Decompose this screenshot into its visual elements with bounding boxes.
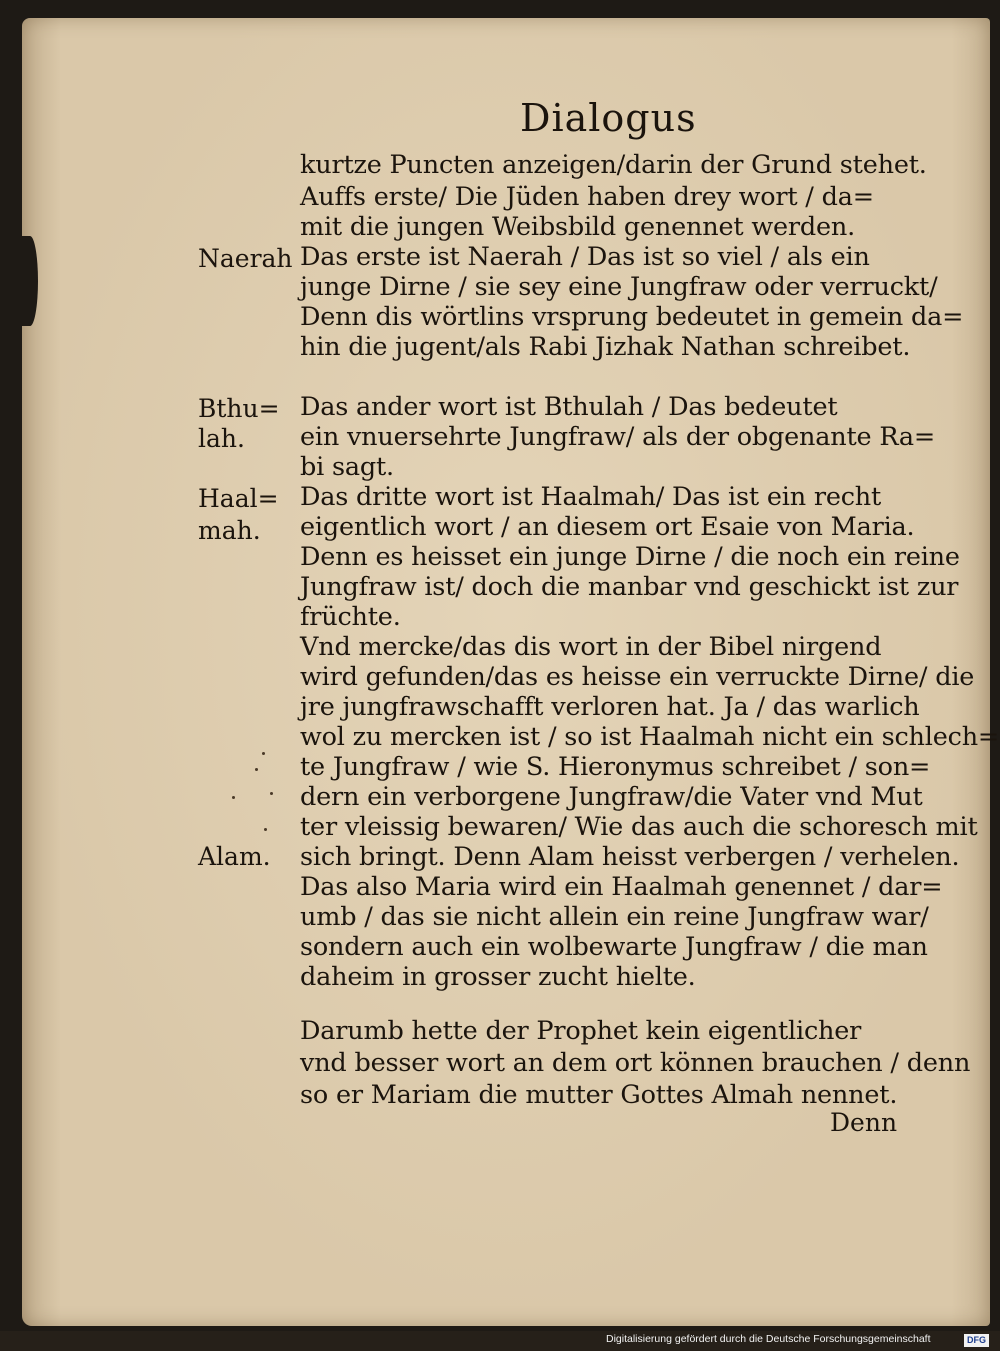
text-line: Das also Maria wird ein Haalmah genennet / dar=	[300, 872, 943, 902]
text-line: junge Dirne / sie sey eine Jungfraw oder verruckt/	[300, 272, 938, 302]
marginal-note: lah.	[198, 424, 245, 453]
text-line: eigentlich wort / an diesem ort Esaie von Maria.	[300, 512, 915, 542]
text-line: sich bringt. Denn Alam heisst verbergen / verhelen.	[300, 842, 960, 872]
text-line: Das ander wort ist Bthulah / Das bedeutet	[300, 392, 838, 422]
text-line: sondern auch ein wolbewarte Jungfraw / die man	[300, 932, 928, 962]
page-edge-notch	[22, 236, 38, 326]
text-line: Darumb hette der Prophet kein eigentlicher	[300, 1016, 862, 1046]
catchword: Denn	[830, 1108, 898, 1137]
text-line: früchte.	[300, 602, 401, 632]
text-line: mit die jungen Weibsbild genennet werden.	[300, 212, 855, 242]
marginal-note: Bthu=	[198, 394, 280, 423]
text-line: wol zu mercken ist / so ist Haalmah nicht ein schlech=	[300, 722, 1000, 752]
marginal-note: mah.	[198, 516, 261, 545]
text-line: dern ein verborgene Jungfraw/die Vater vnd Mut	[300, 782, 923, 812]
text-line: Das erste ist Naerah / Das ist so viel / als ein	[300, 242, 870, 272]
ink-speck	[270, 792, 273, 795]
text-line: bi sagt.	[300, 452, 394, 482]
text-line: kurtze Puncten anzeigen/darin der Grund stehet.	[300, 150, 927, 180]
text-line: Das dritte wort ist Haalmah/ Das ist ein recht	[300, 482, 882, 512]
text-line: daheim in grosser zucht hielte.	[300, 962, 696, 992]
marginal-note: Alam.	[198, 842, 271, 871]
marginal-note: Haal=	[198, 484, 279, 513]
text-line: jre jungfrawschafft verloren hat. Ja / das warlich	[300, 692, 920, 722]
text-line: so er Mariam die mutter Gottes Almah nennet.	[300, 1080, 898, 1110]
text-line: ein vnuersehrte Jungfraw/ als der obgenante Ra=	[300, 422, 936, 452]
text-line: Denn dis wörtlins vrsprung bedeutet in gemein da=	[300, 302, 964, 332]
ink-speck	[264, 828, 267, 831]
text-line: Auffs erste/ Die Jüden haben drey wort / da=	[300, 182, 874, 212]
ink-speck	[232, 796, 235, 799]
ink-speck	[255, 768, 258, 771]
running-head: Dialogus	[520, 96, 697, 140]
text-line: Vnd mercke/das dis wort in der Bibel nirgend	[300, 632, 882, 662]
text-line: wird gefunden/das es heisse ein verruckte Dirne/ die	[300, 662, 975, 692]
text-line: umb / das sie nicht allein ein reine Jungfraw war/	[300, 902, 929, 932]
ink-speck	[262, 752, 265, 755]
text-line: Denn es heisset ein junge Dirne / die noch ein reine	[300, 542, 960, 572]
text-line: vnd besser wort an dem ort können brauchen / denn	[300, 1048, 971, 1078]
dfg-logo: DFG	[964, 1334, 989, 1347]
text-line: ter vleissig bewaren/ Wie das auch die schoresch mit	[300, 812, 978, 842]
digitization-credit: Digitalisierung gefördert durch die Deutsche Forschungsgemeinschaft	[606, 1333, 931, 1345]
text-line: Jungfraw ist/ doch die manbar vnd geschickt ist zur	[300, 572, 959, 602]
text-line: te Jungfraw / wie S. Hieronymus schreibet / son=	[300, 752, 931, 782]
text-line: hin die jugent/als Rabi Jizhak Nathan schreibet.	[300, 332, 911, 362]
marginal-note: Naerah	[198, 244, 293, 273]
